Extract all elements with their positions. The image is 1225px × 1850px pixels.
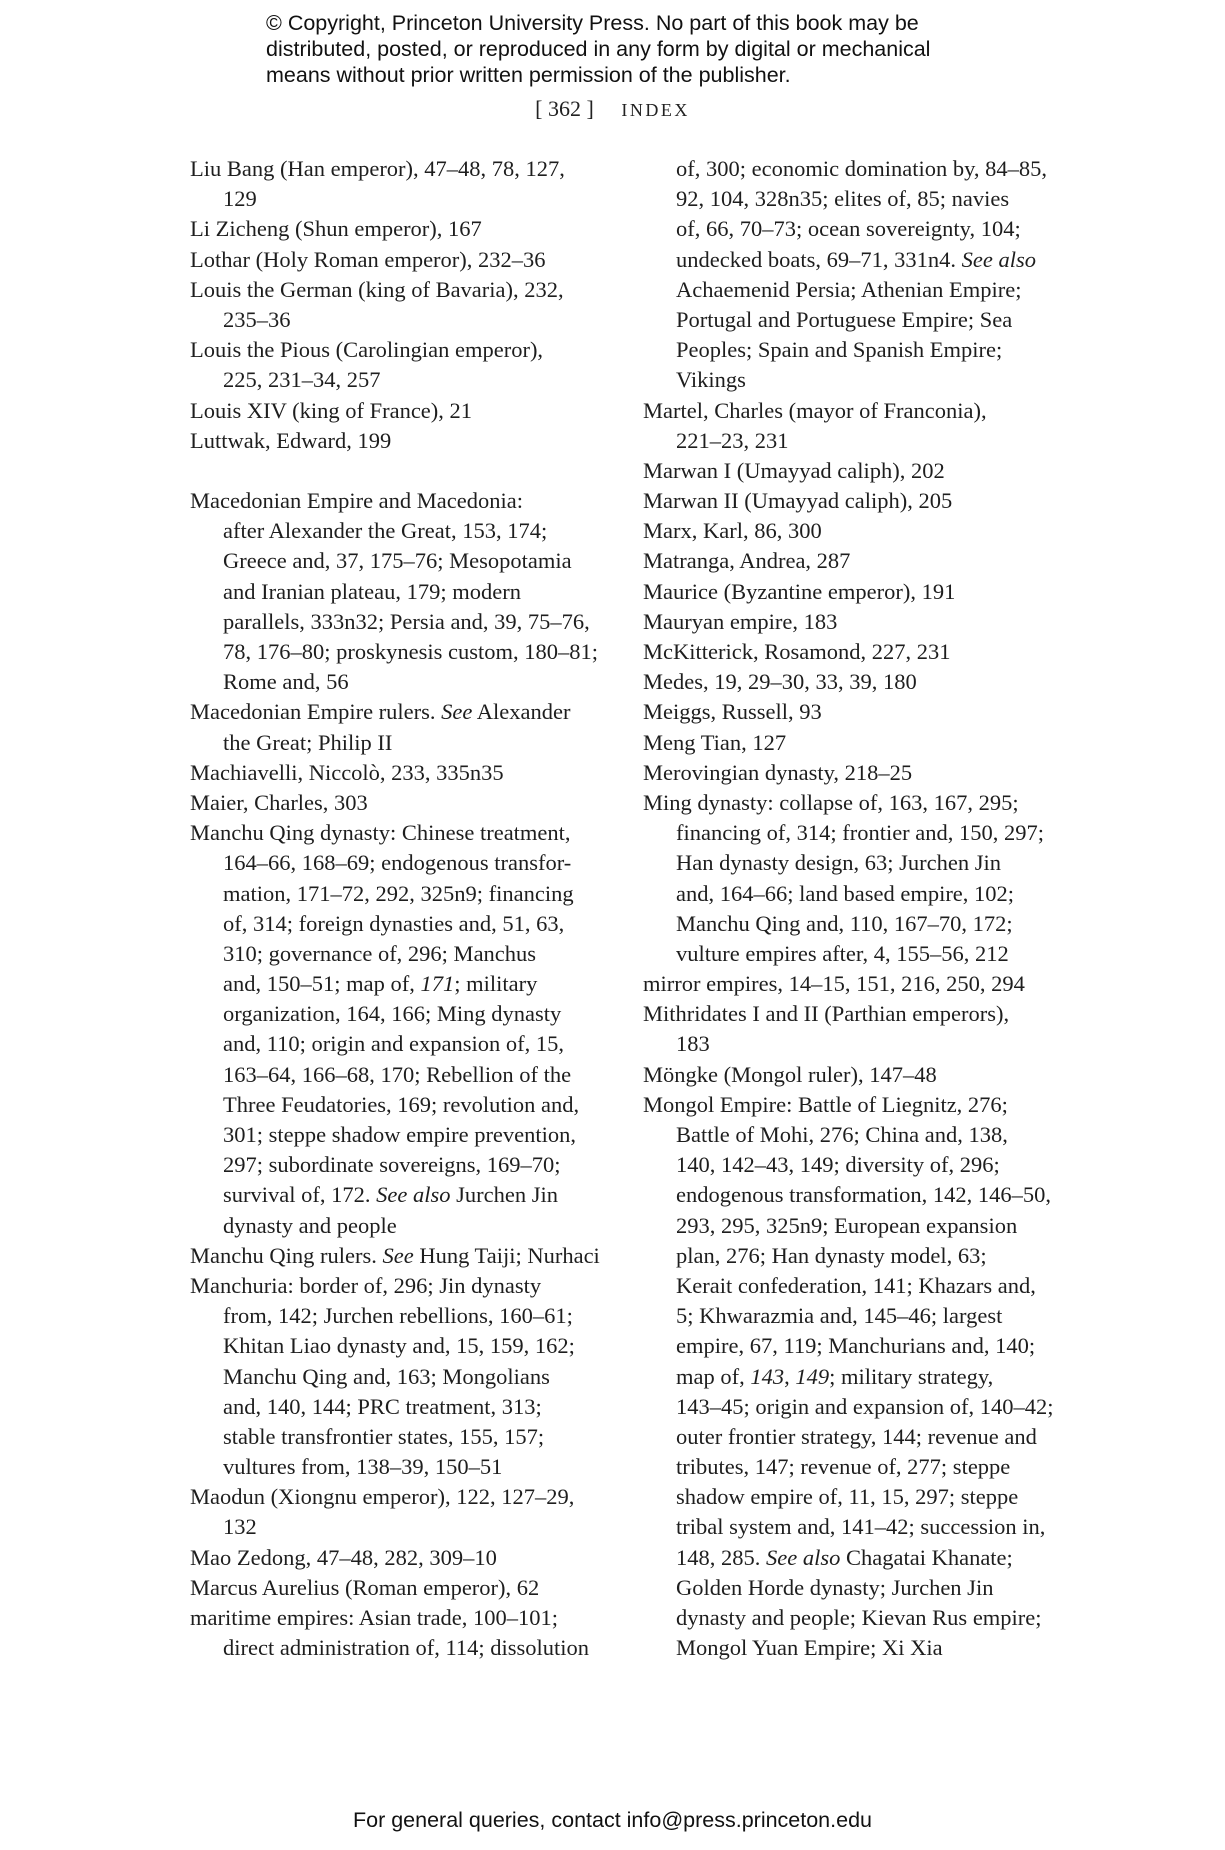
index-subentry-line: mation, 171–72, 292, 325n9; financing [223,880,574,906]
index-subentry-line: Three Feudatories, 169; revolution and, [223,1091,580,1117]
index-subentry-line: Golden Horde dynasty; Jurchen Jin [676,1574,994,1600]
index-subentry-line: after Alexander the Great, 153, 174; [223,518,548,544]
index-subentry-line: 293, 295, 325n9; European expansion [676,1212,1018,1238]
index-subentry-line: stable transfrontier states, 155, 157; [223,1423,545,1449]
index-entry-line: Marwan II (Umayyad caliph), 205 [643,488,953,514]
index-subentry-line: 164–66, 168–69; endogenous transfor- [223,850,572,876]
index-subentry-line: 183 [676,1031,710,1057]
index-subentry-line: Han dynasty design, 63; Jurchen Jin [676,850,1001,876]
index-entry-line: McKitterick, Rosamond, 227, 231 [643,639,951,664]
index-entry-line: Meng Tian, 127 [643,729,787,755]
index-subentry-line: 132 [223,1514,257,1540]
index-subentry-line: dynasty and people [223,1212,397,1238]
index-subentry-line: vulture empires after, 4, 155–56, 212 [676,940,1009,966]
index-subentry-line: 92, 104, 328n35; elites of, 85; navies [676,186,1010,212]
running-head [0,96,1225,122]
index-subentry-line: outer frontier strategy, 144; revenue and [676,1423,1037,1449]
index-entry-line: Macedonian Empire rulers. See Alexander [190,699,571,725]
index-entry-line: Marwan I (Umayyad caliph), 202 [643,457,945,483]
index-subentry-line: undecked boats, 69–71, 331n4. See also [676,246,1036,272]
index-entry-line: Maurice (Byzantine emperor), 191 [643,578,956,604]
index-entry-line: Machiavelli, Niccolò, 233, 335n35 [190,759,504,785]
index-subentry-line: 129 [223,186,257,212]
copyright-line: means without prior written permission of the publisher. [266,63,791,87]
index-subentry-line: Rome and, 56 [223,669,349,695]
footer-contact: For general queries, contact info@press.princeton.edu [352,1808,872,1832]
index-entry-line: Ming dynasty: collapse of, 163, 167, 295; [643,789,1019,815]
index-subentry-line: Vikings [676,367,746,393]
index-subentry-line: of, 66, 70–73; ocean sovereignty, 104; [676,216,1021,242]
index-entry-line: Maodun (Xiongnu emperor), 122, 127–29, [190,1484,575,1510]
index-entry-line: Louis the German (king of Bavaria), 232, [190,276,564,302]
index-subentry-line: organization, 164, 166; Ming dynasty [223,1001,562,1027]
index-entry-line: Lothar (Holy Roman emperor), 232–36 [190,246,546,272]
index-subentry-line: 163–64, 166–68, 170; Rebellion of the [223,1061,572,1087]
index-subentry-line: 148, 285. See also Chagatai Khanate; [676,1544,1013,1570]
index-subentry-line: Khitan Liao dynasty and, 15, 159, 162; [223,1333,575,1359]
index-subentry-line: Portugal and Portuguese Empire; Sea [676,306,1013,332]
index-subentry-line: and Iranian plateau, 179; modern [223,578,522,604]
index-subentry-line: direct administration of, 114; dissolution [223,1635,589,1661]
index-subentry-line: and, 150–51; map of, 171; military [223,971,538,997]
index-subentry-line: 143–45; origin and expansion of, 140–42; [676,1393,1054,1419]
index-entry-line: Macedonian Empire and Macedonia: [190,488,523,514]
index-entry-line: Merovingian dynasty, 218–25 [643,759,913,785]
page-number: [ 362 ] [535,96,594,121]
index-subentry-line: 310; governance of, 296; Manchus [223,940,537,966]
index-entry-line: Manchu Qing dynasty: Chinese treatment, [190,820,571,846]
index-subentry-line: 225, 231–34, 257 [223,367,381,393]
index-subentry-line: from, 142; Jurchen rebellions, 160–61; [223,1303,573,1329]
index-subentry-line: survival of, 172. See also Jurchen Jin [223,1182,558,1208]
index-entry-line: Mao Zedong, 47–48, 282, 309–10 [190,1544,497,1570]
index-entry-line: Medes, 19, 29–30, 33, 39, 180 [643,669,917,695]
index-subentry-line: the Great; Philip II [223,729,393,755]
index-subentry-line: 297; subordinate sovereigns, 169–70; [223,1152,561,1178]
index-subentry-line: 235–36 [223,306,291,332]
index-entry-line: Manchu Qing rulers. See Hung Taiji; Nurhaci [190,1242,600,1268]
index-subentry-line: Achaemenid Persia; Athenian Empire; [676,276,1022,302]
index-subentry-line: tributes, 147; revenue of, 277; steppe [676,1454,1011,1480]
index-entry-line: Maier, Charles, 303 [190,789,368,815]
index-subentry-line: tribal system and, 141–42; succession in, [676,1514,1046,1540]
index-entry-line [190,456,610,486]
index-subentry-line: empire, 67, 119; Manchurians and, 140; [676,1333,1036,1359]
index-subentry-line: financing of, 314; frontier and, 150, 297; [676,820,1045,846]
index-entry-line: Liu Bang (Han emperor), 47–48, 78, 127, [190,156,565,181]
index-entry-line: Louis XIV (king of France), 21 [190,397,473,423]
index-subentry-line: of, 314; foreign dynasties and, 51, 63, [223,910,565,936]
index-subentry-line: of, 300; economic domination by, 84–85, [676,156,1047,181]
copyright-notice [266,10,1026,88]
index-subentry-line: 301; steppe shadow empire prevention, [223,1122,577,1147]
index-entry-line: Luttwak, Edward, 199 [190,427,392,453]
copyright-line: distributed, posted, or reproduced in any form by digital or mechanical [266,37,931,61]
index-entry-line: Marx, Karl, 86, 300 [643,518,822,544]
index-subentry-line: Peoples; Spain and Spanish Empire; [676,337,1003,363]
index-entry-line: Meiggs, Russell, 93 [643,699,822,725]
index-entry-line: Li Zicheng (Shun emperor), 167 [190,216,482,242]
index-subentry-line: parallels, 333n32; Persia and, 39, 75–76, [223,608,590,634]
index-subentry-line: Manchu Qing and, 163; Mongolians [223,1363,550,1389]
index-column-left [190,154,610,1663]
index-entry-line: Möngke (Mongol ruler), 147–48 [643,1061,937,1087]
index-subentry-line: and, 140, 144; PRC treatment, 313; [223,1393,542,1419]
index-subentry-line: map of, 143, 149; military strategy, [676,1363,994,1389]
copyright-line: © Copyright, Princeton University Press. No part of this book may be [266,11,919,35]
index-subentry-line: Mongol Yuan Empire; Xi Xia [676,1635,943,1661]
index-subentry-line: 5; Khwarazmia and, 145–46; largest [676,1303,1003,1329]
index-entry-line: Louis the Pious (Carolingian emperor), [190,337,544,363]
index-entry-line: Marcus Aurelius (Roman emperor), 62 [190,1574,540,1600]
index-entry-line: Mauryan empire, 183 [643,608,838,634]
index-subentry-line: Kerait confederation, 141; Khazars and, [676,1272,1036,1298]
index-subentry-line: and, 164–66; land based empire, 102; [676,880,1015,906]
index-column-right [643,154,1063,1663]
index-subentry-line: 221–23, 231 [676,427,789,453]
index-subentry-line: Greece and, 37, 175–76; Mesopotamia [223,548,572,574]
index-entry-line: maritime empires: Asian trade, 100–101; [190,1605,559,1630]
index-subentry-line: vultures from, 138–39, 150–51 [223,1454,503,1480]
index-subentry-line: 78, 176–80; proskynesis custom, 180–81; [223,639,598,664]
index-subentry-line: shadow empire of, 11, 15, 297; steppe [676,1484,1019,1510]
index-subentry-line: 140, 142–43, 149; diversity of, 296; [676,1152,1000,1178]
section-title: INDEX [621,100,690,120]
index-entry-line: Manchuria: border of, 296; Jin dynasty [190,1272,542,1298]
index-entry-line: Martel, Charles (mayor of Franconia), [643,397,987,423]
index-subentry-line: and, 110; origin and expansion of, 15, [223,1031,564,1057]
index-entry-line: Mithridates I and II (Parthian emperors), [643,1001,1010,1027]
index-entry-line: Matranga, Andrea, 287 [643,548,851,574]
index-entry-line: Mongol Empire: Battle of Liegnitz, 276; [643,1091,1008,1117]
index-subentry-line: dynasty and people; Kievan Rus empire; [676,1605,1042,1630]
index-subentry-line: Manchu Qing and, 110, 167–70, 172; [676,910,1013,936]
index-entry-line: mirror empires, 14–15, 151, 216, 250, 294 [643,971,1025,997]
index-subentry-line: endogenous transformation, 142, 146–50, [676,1182,1051,1208]
index-subentry-line: Battle of Mohi, 276; China and, 138, [676,1122,1008,1147]
index-subentry-line: plan, 276; Han dynasty model, 63; [676,1242,987,1268]
